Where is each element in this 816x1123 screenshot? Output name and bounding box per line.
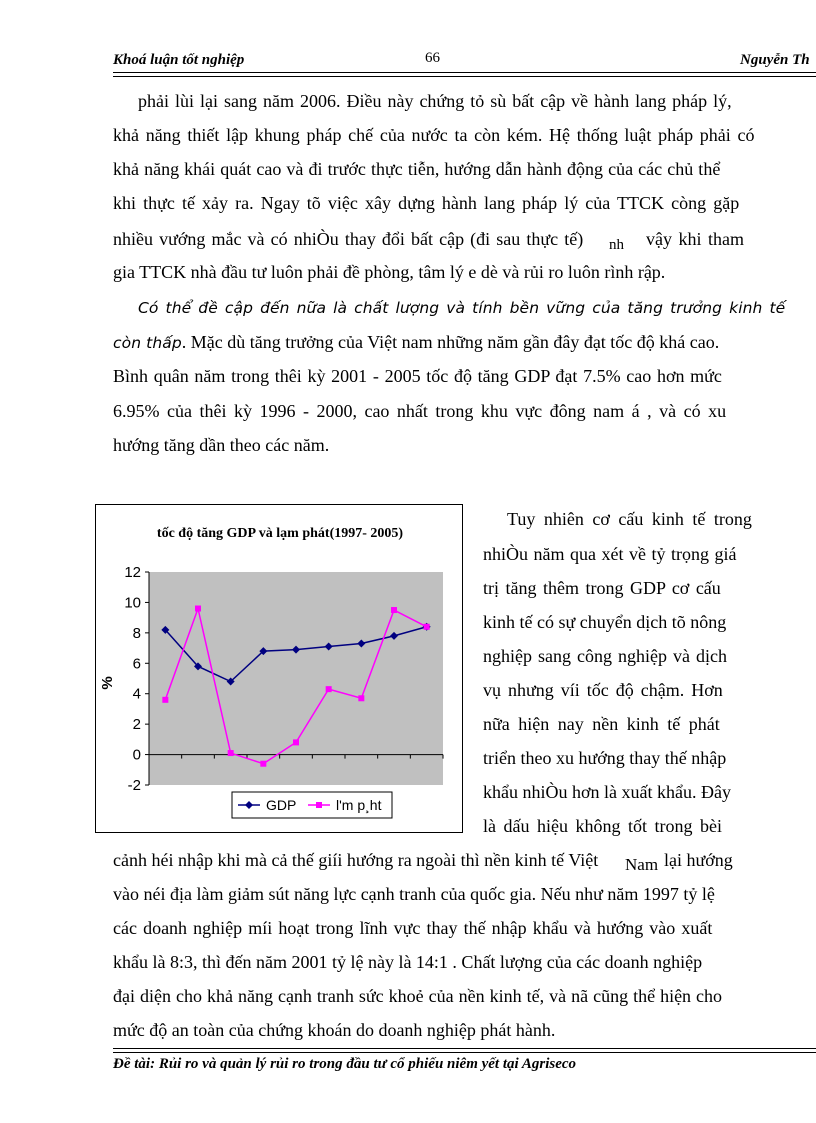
emphasized-text: còn thấp xyxy=(113,334,182,352)
legend xyxy=(232,792,392,818)
y-tick-label: 10 xyxy=(124,594,141,612)
inline-fragment: Nam xyxy=(625,855,659,874)
header-rule xyxy=(113,72,816,73)
side-text-line: trị tăng thêm trong GDP cơ cấu xyxy=(483,578,721,598)
paragraph-line: vào néi địa làm giảm sút năng lực cạnh tranh của quốc gia. Nếu như năm 1997 tỷ lệ xyxy=(113,884,715,904)
legend-gdp-label: GDP xyxy=(266,797,297,813)
page-number: 66 xyxy=(425,50,440,66)
gdp-inflation-chart xyxy=(96,505,462,832)
inflation-point xyxy=(195,606,201,612)
y-tick-label: 8 xyxy=(132,624,141,642)
footer-rule xyxy=(113,1048,816,1049)
inline-fragment: nh xyxy=(609,237,624,253)
header-rule-2 xyxy=(113,76,816,77)
y-tick-label: -2 xyxy=(127,777,141,794)
y-axis-label: % xyxy=(99,676,116,690)
y-tick-label: 2 xyxy=(132,716,141,734)
paragraph-line: khả năng thiết lập khung pháp chế của nước ta còn kém. Hệ thống luật pháp phải có xyxy=(113,125,755,145)
side-text-line: nghiệp sang công nghiệp và dịch xyxy=(483,646,727,666)
paragraph-line: các doanh nghiệp míi hoạt trong lĩnh vực thay thế nhập khẩu và hướng vào xuất xyxy=(113,918,713,938)
paragraph-line: cảnh héi nhập khi mà cả thế giíi hướng ra ngoài thì nền kinh tế Việt xyxy=(113,850,599,870)
inflation-point xyxy=(424,624,430,630)
y-tick-label: 0 xyxy=(132,746,141,764)
paragraph-line: nhiều vướng mắc và có nhiÒu thay đổi bất cập (đi sau thực tế) xyxy=(113,229,584,249)
y-tick-label: 12 xyxy=(124,564,141,581)
inflation-point xyxy=(293,739,299,745)
inflation-point xyxy=(326,686,332,692)
footer-topic: Đề tài: Rủi ro và quản lý rủi ro trong đầu tư cổ phiếu niêm yết tại Agriseco xyxy=(113,1056,577,1072)
side-text-line: Tuy nhiên cơ cấu kinh tế trong xyxy=(507,509,752,529)
side-text-line: vụ nhưng víi tốc độ chậm. Hơn xyxy=(483,680,723,700)
y-tick-label: 4 xyxy=(132,685,141,703)
side-text-line: kinh tế có sự chuyển dịch tõ nông xyxy=(483,612,727,632)
paragraph-line: 6.95% của thêi kỳ 1996 - 2000, cao nhất trong khu vực đông nam á , và có xu xyxy=(113,401,727,421)
legend-inflation-marker xyxy=(316,802,322,808)
paragraph-line: khẩu là 8:3, thì đến năm 2001 tỷ lệ này là 14:1 . Chất lượng của các doanh nghiệp xyxy=(113,952,703,972)
chart-frame xyxy=(95,504,463,833)
inflation-point xyxy=(228,750,234,756)
inflation-point xyxy=(260,761,266,767)
paragraph-line: phải lùi lại sang năm 2006. Điều này chứng tỏ sù bất cập về hành lang pháp lý, xyxy=(138,91,732,111)
side-text-line: nhiÒu năm qua xét về tỷ trọng giá xyxy=(483,544,737,564)
paragraph-line xyxy=(113,331,719,354)
paragraph-line: mức độ an toàn của chứng khoán do doanh nghiệp phát hành. xyxy=(113,1020,556,1040)
paragraph-line: lại hướng xyxy=(664,850,733,870)
header-thesis-title: Khoá luận tốt nghiệp xyxy=(113,52,245,68)
emphasized-text: Có thể đề cập đến nữa là chất lượng và tính bền vững của tăng trưởng kinh tế xyxy=(138,299,786,317)
plot-area xyxy=(149,572,443,785)
paragraph-text: . Mặc dù tăng trưởng của Việt nam những năm gần đây đạt tốc độ khá cao. xyxy=(181,332,720,352)
paragraph-line: khả năng khái quát cao và đi trước thực tiễn, hướng dẫn hành động của các chủ thể xyxy=(113,159,721,179)
inflation-point xyxy=(358,695,364,701)
side-text-line: triển theo xu hướng thay thế nhập xyxy=(483,748,727,768)
paragraph-line: đại diện cho khả năng cạnh tranh sức khoẻ của nền kinh tế, và nã cũng thể hiện cho xyxy=(113,986,723,1006)
side-text-line: khẩu nhiÒu hơn là xuất khẩu. Đây xyxy=(483,782,731,802)
legend-inflation-label: l'm p¸ht xyxy=(336,797,382,813)
chart-title: tốc độ tăng GDP và lạm phát(1997- 2005) xyxy=(156,526,404,541)
footer-rule-2 xyxy=(113,1052,816,1053)
paragraph-line: gia TTCK nhà đầu tư luôn phải đề phòng, tâm lý e dè và rủi ro luôn rình rập. xyxy=(113,262,666,282)
paragraph-line: vậy khi tham xyxy=(646,229,744,249)
paragraph-line: khi thực tế xảy ra. Ngay tõ việc xây dựng hành lang pháp lý của TTCK còng gặp xyxy=(113,193,740,213)
paragraph-line: hướng tăng dần theo các năm. xyxy=(113,435,330,455)
paragraph-line: Bình quân năm trong thêi kỳ 2001 - 2005 tốc độ tăng GDP đạt 7.5% cao hơn mức xyxy=(113,366,722,386)
side-text-line: nữa hiện nay nền kinh tế phát xyxy=(483,714,720,734)
header-author: Nguyễn Th xyxy=(740,52,810,68)
inflation-point xyxy=(162,697,168,703)
inflation-point xyxy=(391,607,397,613)
y-tick-label: 6 xyxy=(132,655,141,673)
side-text-line: là dấu hiệu không tốt trong bèi xyxy=(483,816,722,836)
